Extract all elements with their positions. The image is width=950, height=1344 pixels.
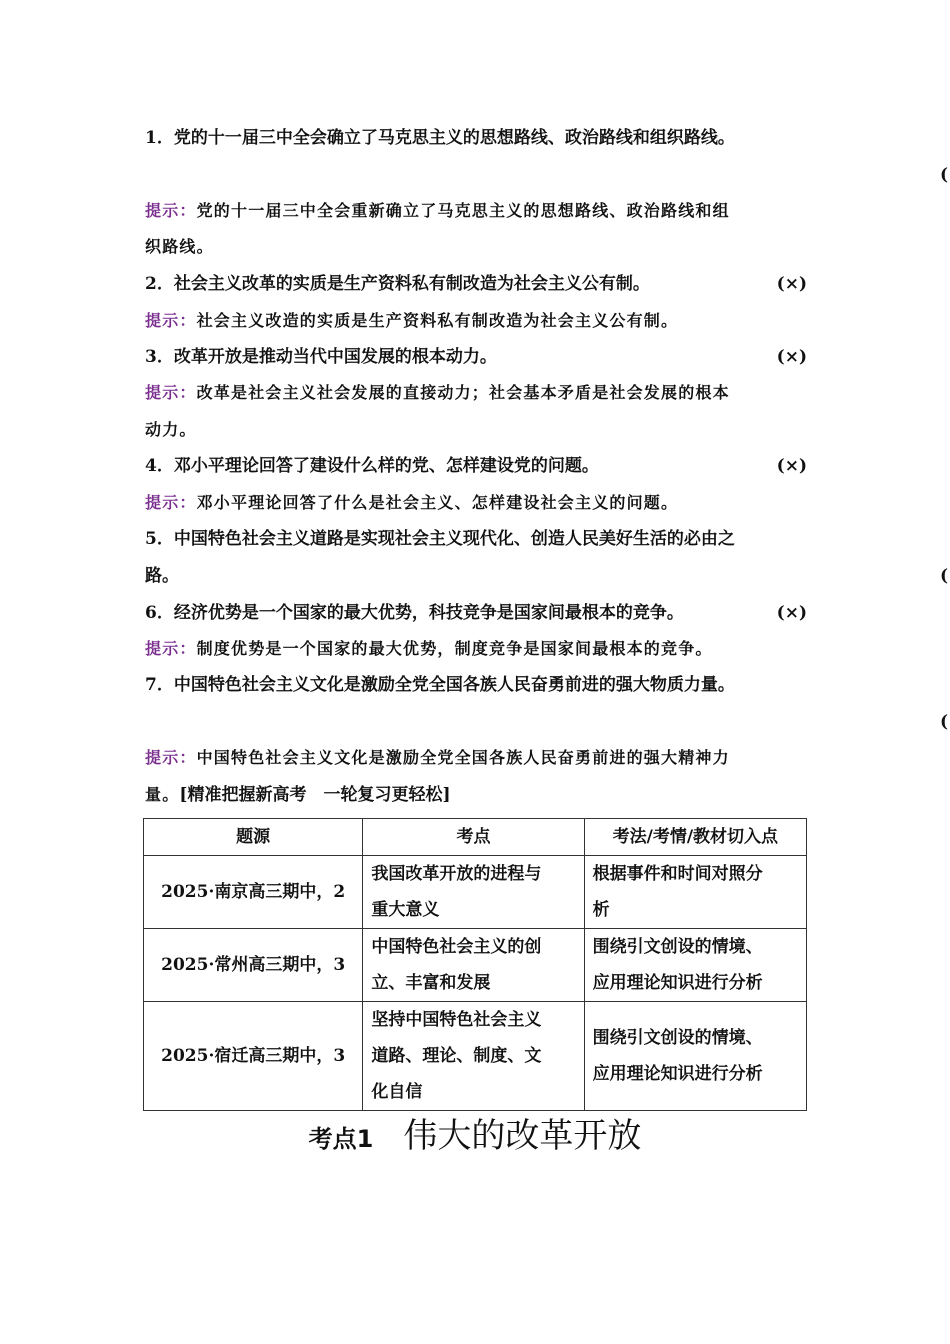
hint-3-line-2: 动力。 <box>145 420 197 439</box>
hint-6: 提示：制度优势是一个国家的最大优势，制度竞争是国家间最根本的竞争。 <box>145 639 713 658</box>
hint-4: 提示：邓小平理论回答了什么是社会主义、怎样建设社会主义的问题。 <box>145 493 679 512</box>
hint-label: 提示： <box>145 311 197 330</box>
cell-point: 我国改革开放的进程与 重大意义 <box>363 856 584 929</box>
cell-method: 围绕引文创设的情境、 应用理论知识进行分析 <box>584 1002 806 1111</box>
hint-1-line-2: 织路线。 <box>145 237 214 256</box>
hint-7-line-1: 提示：中国特色社会主义文化是激励全党全国各族人民奋勇前进的强大精神力 <box>145 748 730 767</box>
answer-paren-1: ( <box>940 165 949 185</box>
statement-7: 7．中国特色社会主义文化是激励全党全国各族人民奋勇前进的强大物质力量。 <box>145 675 735 695</box>
section-heading <box>0 1108 950 1157</box>
hint-2: 提示：社会主义改造的实质是生产资料私有制改造为社会主义公有制。 <box>145 311 679 330</box>
answer-mark-2: (×) <box>776 274 807 294</box>
statement-2: 2．社会主义改革的实质是生产资料私有制改造为社会主义公有制。 (×) <box>145 266 807 302</box>
hint-label: 提示： <box>145 639 197 658</box>
answer-mark-3: (×) <box>776 347 807 367</box>
exam-source-table <box>143 818 807 1111</box>
answer-mark-6: (×) <box>776 603 807 623</box>
hint-1-line-1: 提示：党的十一届三中全会重新确立了马克思主义的思想路线、政治路线和组 <box>145 201 730 220</box>
hint-label: 提示： <box>145 493 197 512</box>
heading-number: 考点1 <box>308 1125 374 1153</box>
statement-5-line-1: 5．中国特色社会主义道路是实现社会主义现代化、创造人民美好生活的必由之 <box>145 529 735 549</box>
statement-1: 1．党的十一届三中全会确立了马克思主义的思想路线、政治路线和组织路线。 <box>145 128 735 148</box>
cell-method: 根据事件和时间对照分 析 <box>584 856 806 929</box>
statement-6: 6．经济优势是一个国家的最大优势，科技竞争是国家间最根本的竞争。 (×) <box>145 595 807 631</box>
statement-5-line-2: 路。 <box>145 566 179 586</box>
answer-paren-5: ( <box>940 566 949 586</box>
hint-label: 提示： <box>145 748 197 767</box>
cell-source: 2025·宿迁高三期中，3 <box>144 1002 363 1111</box>
statement-4: 4．邓小平理论回答了建设什么样的党、怎样建设党的问题。 (×) <box>145 448 807 484</box>
table-row <box>144 856 807 929</box>
hint-3-line-1: 提示：改革是社会主义社会发展的直接动力；社会基本矛盾是社会发展的根本 <box>145 383 730 402</box>
heading-title: 伟大的改革开放 <box>403 1116 642 1156</box>
cell-source: 2025·南京高三期中，2 <box>144 856 363 929</box>
column-header-method: 考法/考情/教材切入点 <box>584 819 806 856</box>
section-banner: [精准把握新高考 一轮复习更轻松] <box>179 785 451 805</box>
table-row <box>144 929 807 1002</box>
answer-mark-4: (×) <box>776 456 807 476</box>
table-row <box>144 1002 807 1111</box>
cell-point: 中国特色社会主义的创 立、丰富和发展 <box>363 929 584 1002</box>
hint-label: 提示： <box>145 201 197 220</box>
cell-source: 2025·常州高三期中，3 <box>144 929 363 1002</box>
hint-7-line-2-with-banner: 量。[精准把握新高考 一轮复习更轻松] <box>145 785 451 805</box>
column-header-source: 题源 <box>144 819 363 856</box>
cell-method: 围绕引文创设的情境、 应用理论知识进行分析 <box>584 929 806 1002</box>
hint-label: 提示： <box>145 383 197 402</box>
table-header-row <box>144 819 807 856</box>
cell-point: 坚持中国特色社会主义 道路、理论、制度、文 化自信 <box>363 1002 584 1111</box>
statement-3: 3．改革开放是推动当代中国发展的根本动力。 (×) <box>145 339 807 375</box>
column-header-point: 考点 <box>363 819 584 856</box>
answer-paren-7: ( <box>940 712 949 732</box>
